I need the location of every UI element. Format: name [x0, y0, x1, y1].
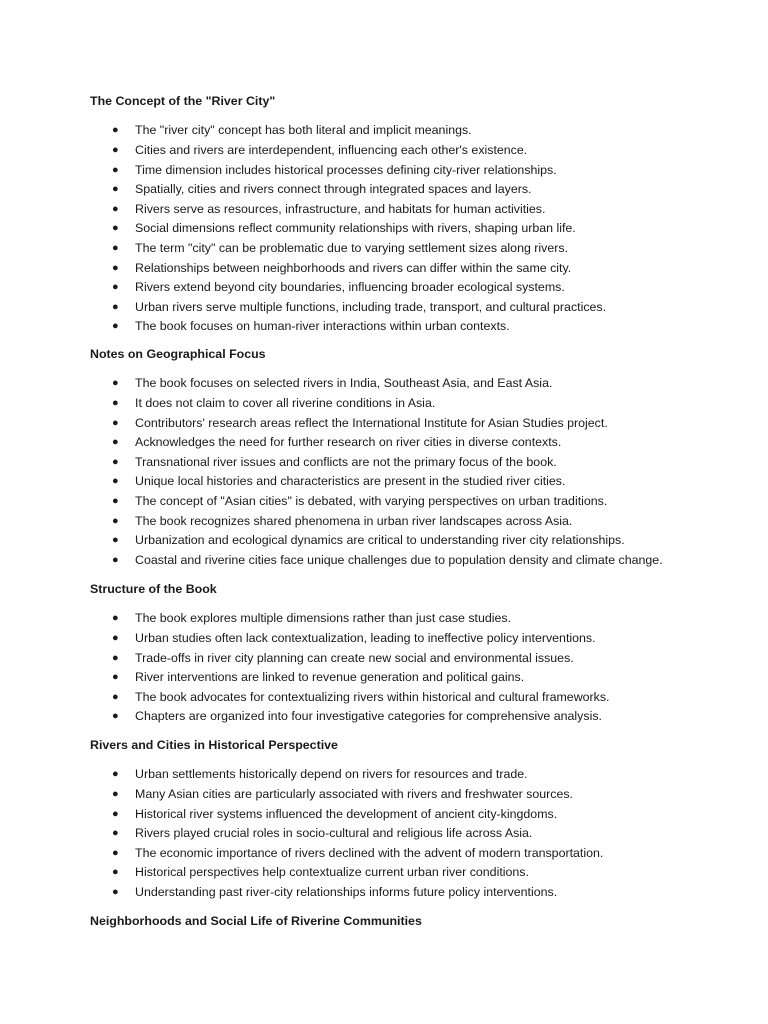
- list-item: [90, 609, 730, 629]
- list-item-text: Historical river systems influenced the development of ancient city-kingdoms.: [135, 806, 558, 821]
- section-neighborhoods-social-life: [90, 912, 730, 932]
- bullet-icon: ●: [112, 553, 119, 566]
- list-item: [90, 121, 730, 141]
- list-item-text: The book focuses on selected rivers in India, Southeast Asia, and East Asia.: [135, 376, 553, 391]
- bullet-icon: ●: [112, 710, 119, 723]
- list-item: [90, 433, 730, 453]
- section-heading: Structure of the Book: [90, 582, 217, 596]
- bullet-icon: ●: [112, 455, 119, 468]
- list-item-text: Urbanization and ecological dynamics are critical to understanding river city relationships.: [135, 533, 625, 548]
- list-item-text: Acknowledges the need for further research on river cities in diverse contexts.: [135, 435, 562, 450]
- list-item: [90, 180, 730, 200]
- list-item: [90, 219, 730, 239]
- list-item-text: Spatially, cities and rivers connect through integrated spaces and layers.: [135, 182, 532, 197]
- bullet-icon: ●: [112, 866, 119, 879]
- list-item: [90, 239, 730, 259]
- bullet-icon: ●: [112, 144, 119, 157]
- bullet-icon: ●: [112, 612, 119, 625]
- list-item: [90, 453, 730, 473]
- bullet-icon: ●: [112, 632, 119, 645]
- list-item-text: Urban studies often lack contextualization, leading to ineffective policy interventions.: [135, 631, 596, 646]
- bullet-list: [90, 765, 730, 902]
- list-item: [90, 141, 730, 161]
- list-item: [90, 492, 730, 512]
- list-item: [90, 688, 730, 708]
- list-item: [90, 707, 730, 727]
- section-river-city-concept: [90, 92, 730, 337]
- bullet-icon: ●: [112, 827, 119, 840]
- list-item-text: River interventions are linked to revenue generation and political gains.: [135, 670, 525, 685]
- list-item: [90, 629, 730, 649]
- list-item-text: The book recognizes shared phenomena in urban river landscapes across Asia.: [135, 513, 573, 528]
- bullet-icon: ●: [112, 671, 119, 684]
- bullet-icon: ●: [112, 242, 119, 255]
- list-item-text: Contributors' research areas reflect the International Institute for Asian Studies project.: [135, 415, 608, 430]
- list-item: [90, 844, 730, 864]
- bullet-icon: ●: [112, 397, 119, 410]
- bullet-icon: ●: [112, 886, 119, 899]
- list-item-text: Rivers serve as resources, infrastructure, and habitats for human activities.: [135, 201, 546, 216]
- list-item: [90, 805, 730, 825]
- list-item: [90, 259, 730, 279]
- list-item-text: Social dimensions reflect community relationships with rivers, shaping urban life.: [135, 221, 576, 236]
- list-item-text: The economic importance of rivers declined with the advent of modern transportation.: [135, 845, 604, 860]
- bullet-icon: ●: [112, 436, 119, 449]
- list-item-text: Rivers extend beyond city boundaries, influencing broader ecological systems.: [135, 280, 565, 295]
- list-item: [90, 394, 730, 414]
- list-item-text: Cities and rivers are interdependent, influencing each other's existence.: [135, 143, 528, 158]
- list-item: [90, 824, 730, 844]
- bullet-list: [90, 121, 730, 337]
- section-heading: Neighborhoods and Social Life of Riverine Communities: [90, 914, 422, 928]
- section-book-structure: [90, 580, 730, 727]
- bullet-icon: ●: [112, 222, 119, 235]
- list-item-text: It does not claim to cover all riverine conditions in Asia.: [135, 396, 436, 411]
- bullet-icon: ●: [112, 300, 119, 313]
- section-heading: The Concept of the "River City": [90, 94, 276, 108]
- section-heading: Rivers and Cities in Historical Perspective: [90, 738, 338, 752]
- bullet-icon: ●: [112, 495, 119, 508]
- list-item-text: Relationships between neighborhoods and rivers can differ within the same city.: [135, 260, 572, 275]
- bullet-icon: ●: [112, 514, 119, 527]
- list-item-text: Unique local histories and characteristics are present in the studied river cities.: [135, 474, 566, 489]
- list-item-text: Urban settlements historically depend on rivers for resources and trade.: [135, 767, 528, 782]
- bullet-icon: ●: [112, 534, 119, 547]
- section-historical-perspective: [90, 736, 730, 903]
- list-item: [90, 317, 730, 337]
- bullet-icon: ●: [112, 281, 119, 294]
- list-item-text: Rivers played crucial roles in socio-cultural and religious life across Asia.: [135, 826, 533, 841]
- list-item-text: Coastal and riverine cities face unique challenges due to population density and climate change.: [135, 552, 663, 567]
- section-heading: Notes on Geographical Focus: [90, 347, 266, 361]
- list-item-text: The term "city" can be problematic due to varying settlement sizes along rivers.: [135, 241, 569, 256]
- bullet-icon: ●: [112, 377, 119, 390]
- list-item-text: The book explores multiple dimensions rather than just case studies.: [135, 611, 512, 626]
- list-item-text: Transnational river issues and conflicts are not the primary focus of the book.: [135, 454, 557, 469]
- list-item-text: Many Asian cities are particularly associated with rivers and freshwater sources.: [135, 787, 573, 802]
- list-item: [90, 200, 730, 220]
- bullet-icon: ●: [112, 124, 119, 137]
- list-item: [90, 649, 730, 669]
- bullet-icon: ●: [112, 163, 119, 176]
- bullet-icon: ●: [112, 320, 119, 333]
- list-item: [90, 374, 730, 394]
- list-item: [90, 551, 730, 571]
- list-item-text: The book advocates for contextualizing rivers within historical and cultural frameworks.: [135, 689, 610, 704]
- list-item-text: The concept of "Asian cities" is debated, with varying perspectives on urban traditions.: [135, 494, 608, 509]
- list-item: [90, 161, 730, 181]
- bullet-icon: ●: [112, 690, 119, 703]
- list-item-text: Understanding past river-city relationships informs future policy interventions.: [135, 885, 558, 900]
- list-item: [90, 298, 730, 318]
- bullet-icon: ●: [112, 846, 119, 859]
- bullet-list: [90, 609, 730, 727]
- list-item: [90, 668, 730, 688]
- list-item-text: Historical perspectives help contextualize current urban river conditions.: [135, 865, 529, 880]
- bullet-list: [90, 374, 730, 570]
- list-item-text: Chapters are organized into four investigative categories for comprehensive analysis.: [135, 709, 602, 724]
- bullet-icon: ●: [112, 788, 119, 801]
- list-item-text: Urban rivers serve multiple functions, including trade, transport, and cultural practices.: [135, 299, 607, 314]
- bullet-icon: ●: [112, 651, 119, 664]
- list-item: [90, 512, 730, 532]
- bullet-icon: ●: [112, 475, 119, 488]
- bullet-icon: ●: [112, 261, 119, 274]
- list-item-text: The book focuses on human-river interactions within urban contexts.: [135, 319, 510, 334]
- list-item: [90, 531, 730, 551]
- list-item-text: Time dimension includes historical processes defining city-river relationships.: [135, 162, 557, 177]
- list-item: [90, 472, 730, 492]
- bullet-icon: ●: [112, 202, 119, 215]
- list-item: [90, 765, 730, 785]
- list-item-text: The "river city" concept has both literal and implicit meanings.: [135, 123, 472, 138]
- bullet-icon: ●: [112, 416, 119, 429]
- list-item: [90, 414, 730, 434]
- list-item: [90, 278, 730, 298]
- section-geographical-focus: [90, 345, 730, 570]
- list-item: [90, 883, 730, 903]
- bullet-icon: ●: [112, 183, 119, 196]
- list-item: [90, 863, 730, 883]
- list-item: [90, 785, 730, 805]
- bullet-icon: ●: [112, 768, 119, 781]
- bullet-icon: ●: [112, 807, 119, 820]
- list-item-text: Trade-offs in river city planning can create new social and environmental issues.: [135, 650, 574, 665]
